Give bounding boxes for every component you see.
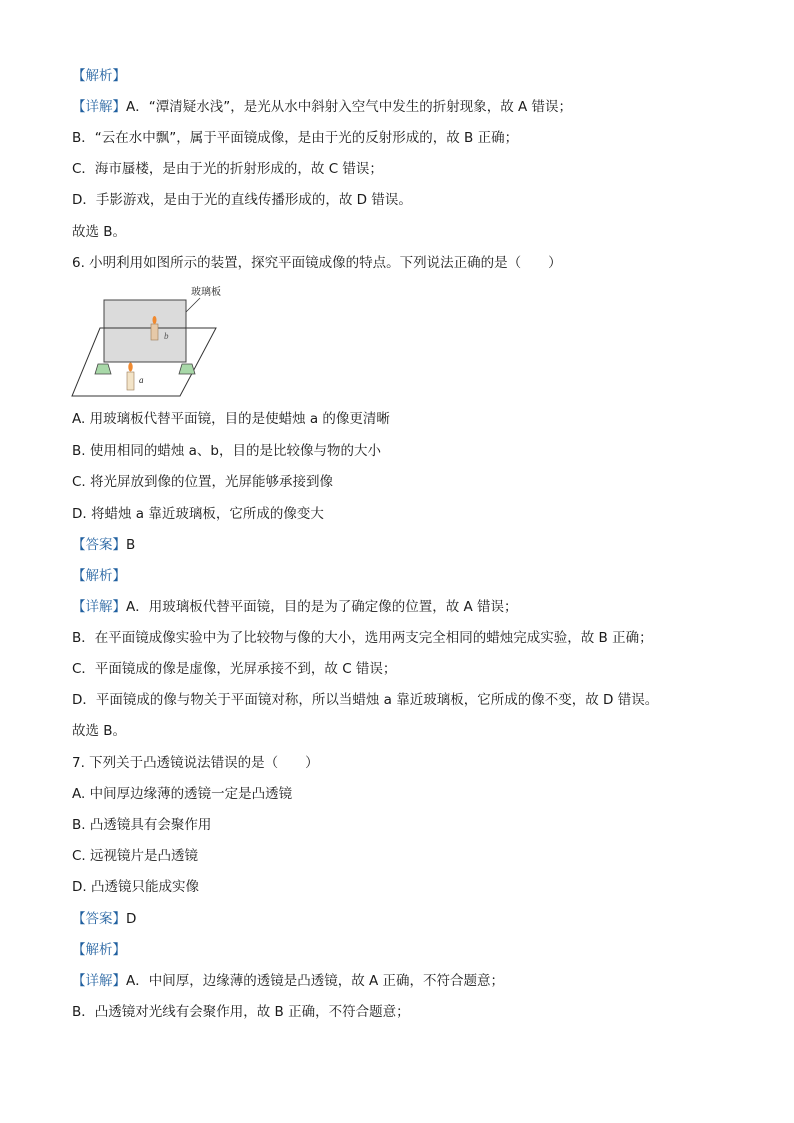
detail-tag: 【详解】 (72, 599, 126, 615)
question-7-stem: 7. 下列关于凸透镜说法错误的是（ ） (72, 755, 319, 771)
analysis-tag: 【解析】 (72, 942, 126, 958)
detail-tag: 【详解】 (72, 99, 126, 115)
q6-option-a: A. 用玻璃板代替平面镜，目的是使蜡烛 a 的像更清晰 (72, 411, 390, 427)
detail-line (72, 598, 518, 616)
solution-text: A．中间厚，边缘薄的透镜是凸透镜，故 A 正确，不符合题意； (126, 973, 505, 989)
solution-line: 故选 B。 (72, 224, 127, 240)
solution-line: 故选 B。 (72, 723, 127, 739)
solution-line: B．“云在水中飘”，属于平面镜成像，是由于光的反射形成的，故 B 正确； (72, 130, 519, 146)
glass-plate (104, 300, 186, 362)
q6-answer-line (72, 536, 135, 554)
q7-option-b: B. 凸透镜具有会聚作用 (72, 817, 212, 833)
solution-text: A．“潭清疑水浅”，是光从水中斜射入空气中发生的折射现象，故 A 错误； (126, 99, 573, 115)
detail-tag: 【详解】 (72, 973, 126, 989)
solution-line: B．在平面镜成像实验中为了比较物与像的大小，选用两支完全相同的蜡烛完成实验，故 B 正确； (72, 630, 653, 646)
q7-option-d: D. 凸透镜只能成实像 (72, 879, 199, 895)
glass-label: 玻璃板 (191, 287, 221, 298)
analysis-tag: 【解析】 (72, 568, 126, 584)
solution-line: D．手影游戏，是由于光的直线传播形成的，故 D 错误。 (72, 192, 412, 208)
candle-a-label: a (139, 375, 144, 385)
answer-tag: 【答案】 (72, 911, 126, 927)
detail-line (72, 972, 504, 990)
analysis-tag: 【解析】 (72, 68, 126, 84)
glass-label-leader (186, 298, 200, 312)
solution-line: B．凸透镜对光线有会聚作用，故 B 正确，不符合题意； (72, 1004, 410, 1020)
solution-line: C．海市蜃楼，是由于光的折射形成的，故 C 错误； (72, 161, 383, 177)
solution-line: C．平面镜成的像是虚像，光屏承接不到，故 C 错误； (72, 661, 397, 677)
question-6-stem: 6. 小明利用如图所示的装置，探究平面镜成像的特点。下列说法正确的是（ ） (72, 255, 562, 271)
q6-option-b: B. 使用相同的蜡烛 a、b，目的是比较像与物的大小 (72, 443, 381, 459)
glass-support-left (95, 364, 111, 374)
glass-support-right (179, 364, 195, 374)
answer-value: D (126, 911, 137, 927)
solution-line: D．平面镜成的像与物关于平面镜对称，所以当蜡烛 a 靠近玻璃板，它所成的像不变，故 D 错误。 (72, 692, 659, 708)
answer-value: B (126, 537, 136, 553)
q6-option-c: C. 将光屏放到像的位置，光屏能够承接到像 (72, 474, 334, 490)
q7-option-c: C. 远视镜片是凸透镜 (72, 848, 199, 864)
detail-line (72, 98, 572, 116)
answer-tag: 【答案】 (72, 537, 126, 553)
q6-option-d: D. 将蜡烛 a 靠近玻璃板，它所成的像变大 (72, 506, 324, 522)
q7-option-a: A. 中间厚边缘薄的透镜一定是凸透镜 (72, 786, 293, 802)
candle-b-label: b (164, 331, 169, 341)
solution-text: A．用玻璃板代替平面镜，目的是为了确定像的位置，故 A 错误； (126, 599, 518, 615)
q7-answer-line (72, 910, 136, 928)
plane-mirror-apparatus-figure (70, 284, 240, 399)
